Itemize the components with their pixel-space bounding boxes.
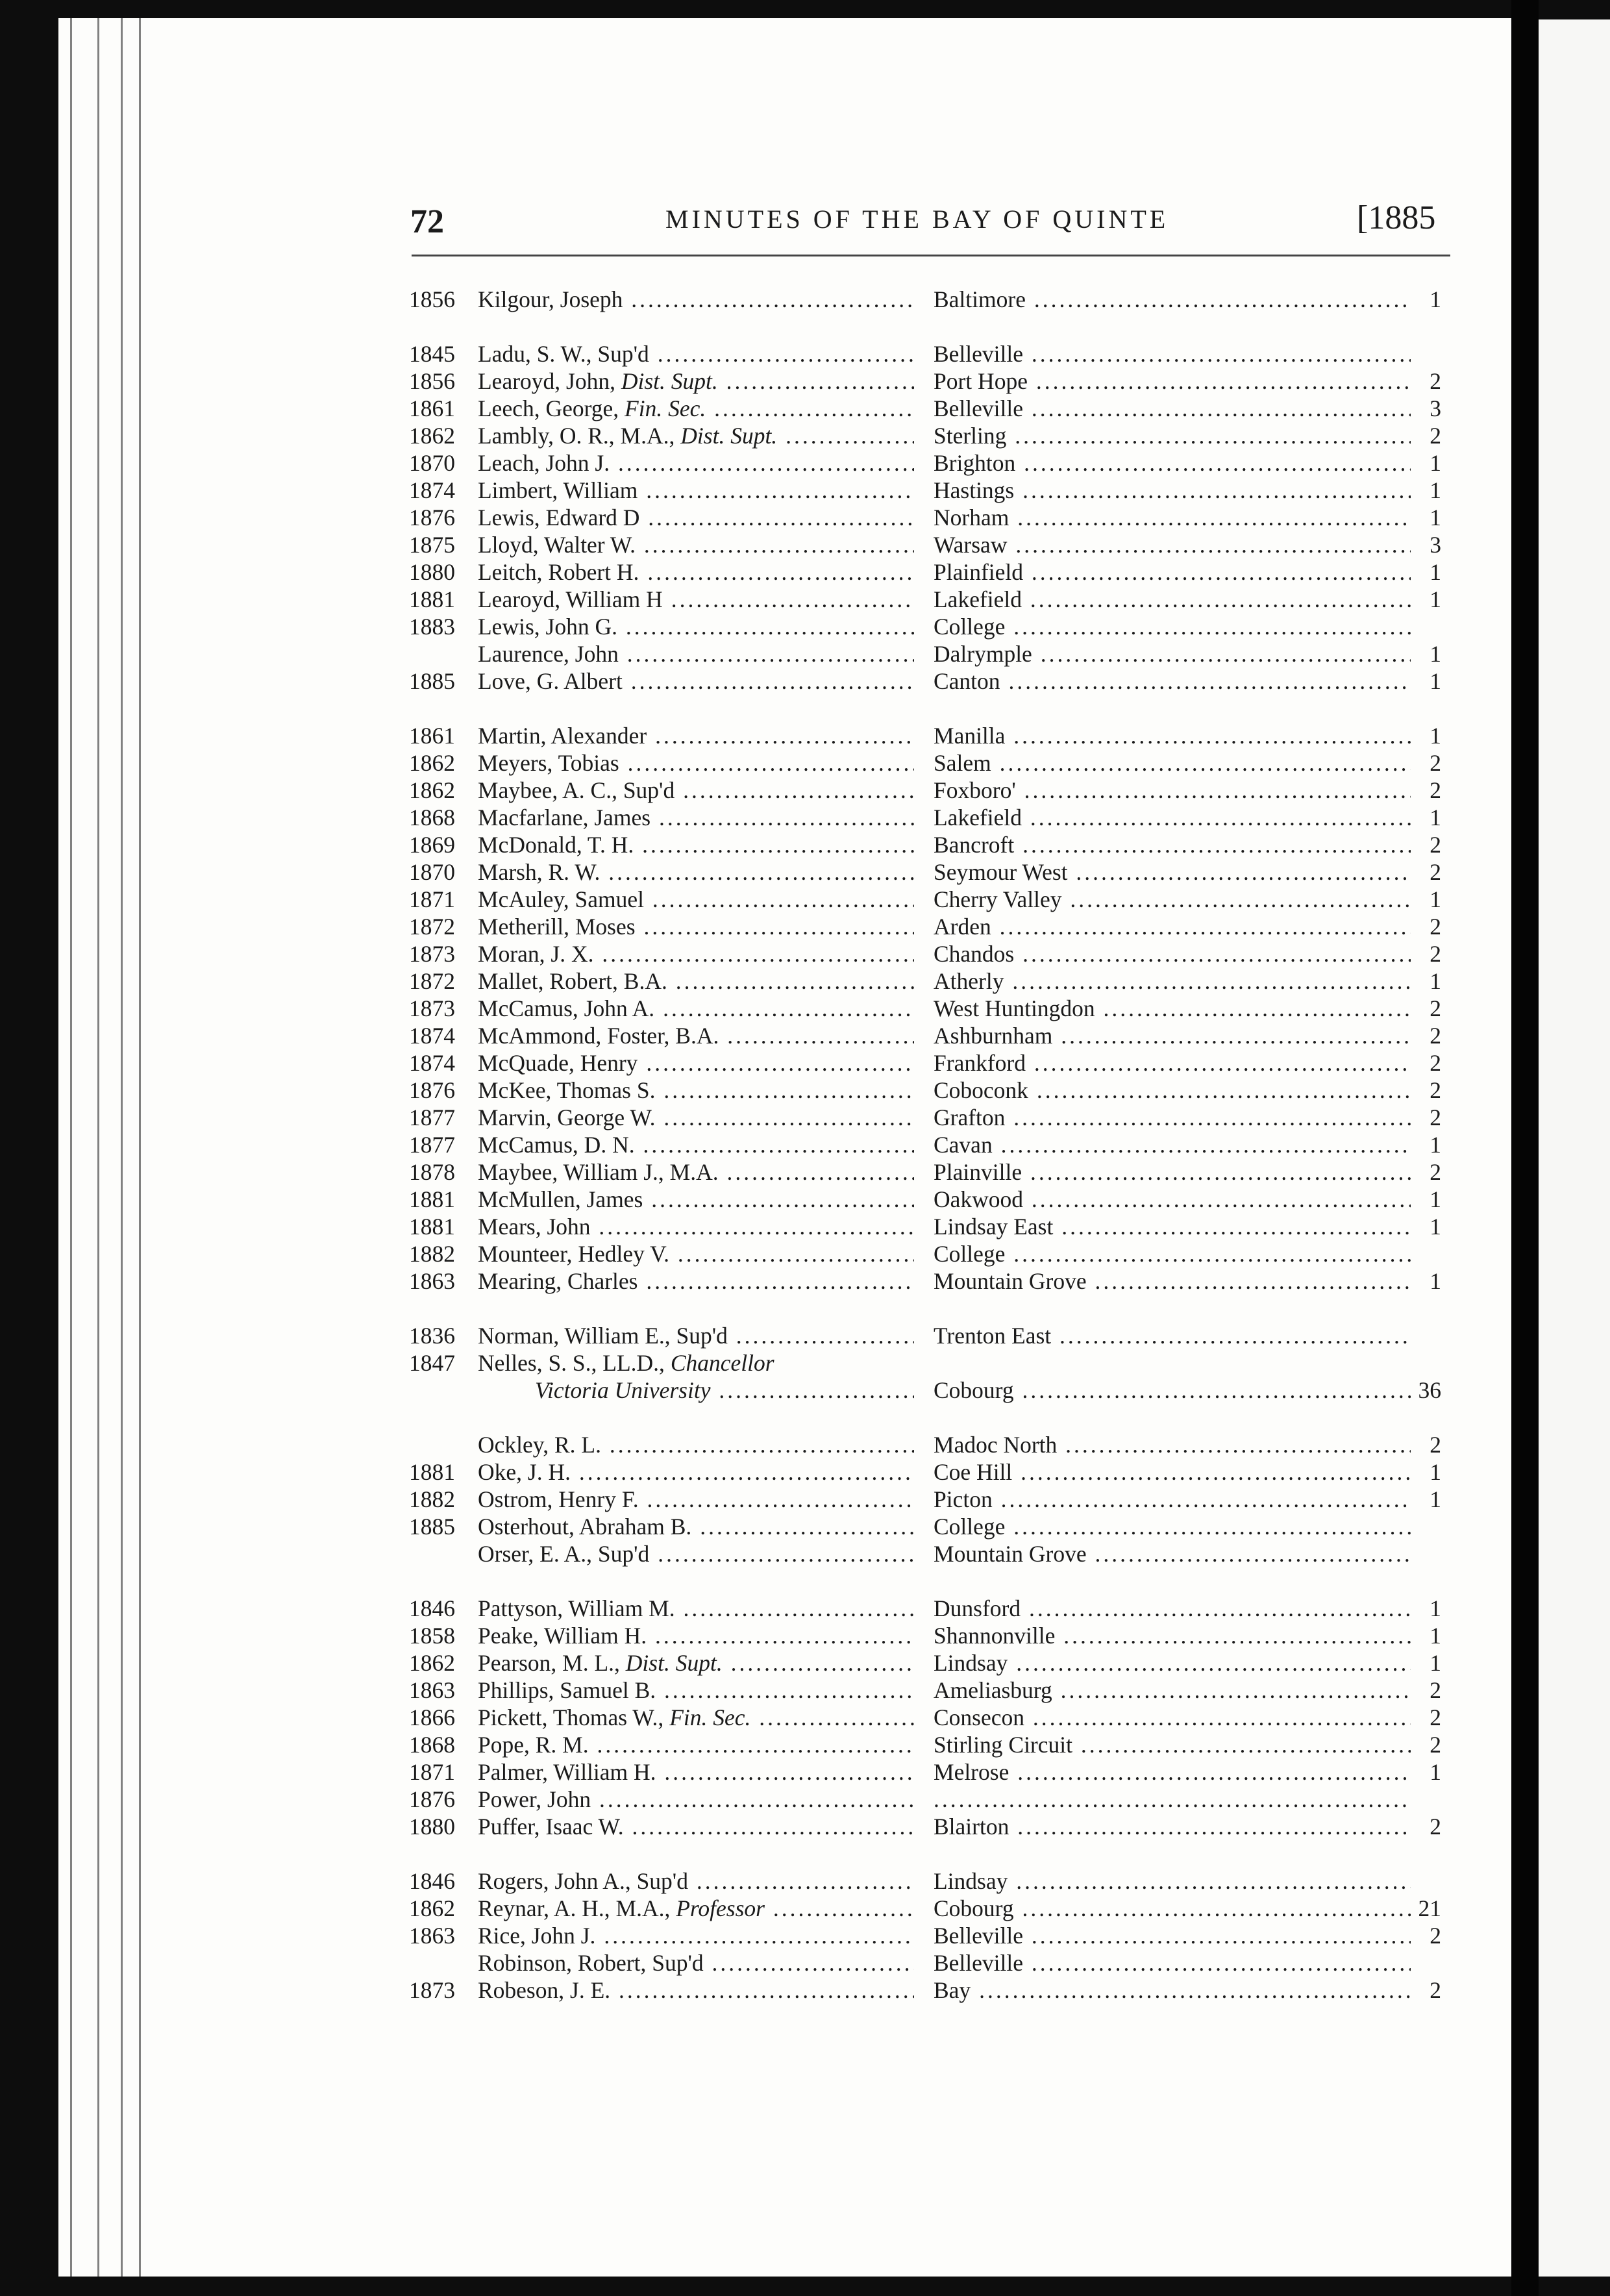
years-count: 2: [1430, 1923, 1441, 1949]
register-row: [0, 1022, 1610, 1049]
entry-year: 1878: [409, 1159, 455, 1185]
office-title: Dist. Supt.: [680, 423, 778, 449]
office-title: Chancellor: [670, 1350, 774, 1376]
appointment: Shannonville .....: [934, 1622, 1411, 1649]
minister-name: Maybee, A. C., Sup'd .....: [478, 777, 914, 804]
minister-name: Oke, J. H. .....: [478, 1458, 914, 1486]
entry-year: 1870: [409, 859, 455, 885]
appointment: Madoc North .....: [934, 1431, 1411, 1458]
register-row: [0, 640, 1610, 668]
register-row: [0, 1867, 1610, 1895]
years-count: 1: [1430, 505, 1441, 530]
entry-year: 1862: [409, 423, 455, 449]
office-title: Dist. Supt.: [621, 368, 718, 394]
register-row: [0, 286, 1610, 313]
register-row: [0, 368, 1610, 395]
register-row: [0, 1104, 1610, 1131]
appointment: Coboconk .....: [934, 1077, 1411, 1104]
years-count: 2: [1430, 1704, 1441, 1730]
years-count: 1: [1430, 286, 1441, 312]
register-row: [0, 1595, 1610, 1622]
register-row: [0, 1213, 1610, 1240]
register-row: [0, 1077, 1610, 1104]
minister-name: McAmmond, Foster, B.A. .....: [478, 1022, 914, 1049]
register-row: [0, 668, 1610, 695]
entry-year: 1868: [409, 1732, 455, 1758]
appointment: Coe Hill .....: [934, 1458, 1411, 1486]
minister-name: McMullen, James .....: [478, 1186, 914, 1213]
name-continuation: Victoria University .....: [535, 1377, 914, 1404]
appointment: Cobourg .....: [934, 1895, 1411, 1922]
minister-name: Mearing, Charles .....: [478, 1267, 914, 1295]
minister-name: McAuley, Samuel .....: [478, 886, 914, 913]
entry-year: 1881: [409, 1186, 455, 1212]
appointment: College .....: [934, 1513, 1411, 1540]
register-row: [0, 586, 1610, 613]
appointment: Lindsay .....: [934, 1867, 1411, 1895]
minister-name: Moran, J. X. .....: [478, 940, 914, 967]
appointment: Mountain Grove .....: [934, 1540, 1411, 1567]
entry-year: 1882: [409, 1486, 455, 1512]
years-count: 1: [1430, 1268, 1441, 1294]
entry-year: 1873: [409, 1977, 455, 2003]
appointment: Mountain Grove .....: [934, 1267, 1411, 1295]
appointment: Hastings .....: [934, 477, 1411, 504]
entry-year: 1876: [409, 1786, 455, 1812]
office-title: Professor: [676, 1895, 765, 1921]
appointment: Dalrymple .....: [934, 640, 1411, 668]
register-row: [0, 1540, 1610, 1567]
years-count: 36: [1418, 1377, 1441, 1403]
minister-name: Ladu, S. W., Sup'd .....: [478, 340, 914, 368]
entry-year: 1868: [409, 805, 455, 830]
appointment: [934, 1786, 1411, 1813]
register-row: [0, 995, 1610, 1022]
entry-year: 1856: [409, 286, 455, 312]
entry-year: 1861: [409, 723, 455, 749]
minister-name: Lloyd, Walter W. .....: [478, 531, 914, 558]
entry-year: 1874: [409, 477, 455, 503]
years-count: 2: [1430, 368, 1441, 394]
appointment: Lakefield .....: [934, 586, 1411, 613]
entry-year: 1880: [409, 1814, 455, 1840]
appointment: Warsaw .....: [934, 531, 1411, 558]
register-row: [0, 1458, 1610, 1486]
years-count: 1: [1430, 1459, 1441, 1485]
page-title: MINUTES OF THE BAY OF QUINTE: [665, 205, 1169, 234]
register-row: [0, 804, 1610, 831]
minister-name: Robinson, Robert, Sup'd .....: [478, 1949, 914, 1977]
entry-year: 1869: [409, 832, 455, 858]
appointment: Lindsay .....: [934, 1649, 1411, 1677]
entry-year: 1836: [409, 1323, 455, 1349]
register-row: [0, 1186, 1610, 1213]
entry-year: 1874: [409, 1050, 455, 1076]
appointment: College .....: [934, 1240, 1411, 1267]
office-title: Dist. Supt.: [625, 1650, 723, 1676]
years-count: 2: [1430, 914, 1441, 940]
entry-year: 1863: [409, 1677, 455, 1703]
minister-name: Ockley, R. L. .....: [478, 1431, 914, 1458]
appointment: Melrose .....: [934, 1758, 1411, 1786]
years-count: 1: [1430, 559, 1441, 585]
years-count: 2: [1430, 1077, 1441, 1103]
years-count: 3: [1430, 532, 1441, 558]
appointment: Grafton .....: [934, 1104, 1411, 1131]
minister-name: Palmer, William H. .....: [478, 1758, 914, 1786]
years-count: 2: [1430, 995, 1441, 1021]
minister-name: Ostrom, Henry F. .....: [478, 1486, 914, 1513]
entry-year: 1880: [409, 559, 455, 585]
entry-year: 1845: [409, 341, 455, 367]
years-count: 1: [1430, 477, 1441, 503]
minister-name: Metherill, Moses .....: [478, 913, 914, 940]
register-row: [0, 1377, 1610, 1404]
register-row: [0, 340, 1610, 368]
minister-name: Marsh, R. W. .....: [478, 858, 914, 886]
years-count: 1: [1430, 1214, 1441, 1240]
appointment: Belleville .....: [934, 1949, 1411, 1977]
entry-year: 1870: [409, 450, 455, 476]
minister-name: Osterhout, Abraham B. .....: [478, 1513, 914, 1540]
register-row: [0, 858, 1610, 886]
register-row: [0, 1895, 1610, 1922]
years-count: 3: [1430, 395, 1441, 421]
register-row: [0, 913, 1610, 940]
entry-year: 1862: [409, 777, 455, 803]
years-count: 2: [1430, 832, 1441, 858]
minister-name: Pickett, Thomas W., Fin. Sec. .....: [478, 1704, 914, 1731]
appointment: Blairton .....: [934, 1813, 1411, 1840]
appointment: Canton .....: [934, 668, 1411, 695]
years-count: 1: [1430, 1759, 1441, 1785]
years-count: 1: [1430, 1595, 1441, 1621]
minister-name: Robeson, J. E. .....: [478, 1977, 914, 2004]
years-count: 2: [1430, 750, 1441, 776]
years-count: 2: [1430, 1159, 1441, 1185]
register-row: [0, 1486, 1610, 1513]
years-count: 1: [1430, 805, 1441, 830]
minister-name: Limbert, William .....: [478, 477, 914, 504]
appointment: West Huntingdon .....: [934, 995, 1411, 1022]
register-row: [0, 1349, 1610, 1377]
appointment: Picton .....: [934, 1486, 1411, 1513]
minister-name: Macfarlane, James .....: [478, 804, 914, 831]
appointment: Cavan .....: [934, 1131, 1411, 1158]
appointment: Cherry Valley .....: [934, 886, 1411, 913]
register-row: [0, 1431, 1610, 1458]
register-row: [0, 940, 1610, 967]
entry-year: 1883: [409, 614, 455, 640]
minister-name: McKee, Thomas S. .....: [478, 1077, 914, 1104]
years-count: 2: [1430, 859, 1441, 885]
appointment: Oakwood .....: [934, 1186, 1411, 1213]
appointment: Port Hope .....: [934, 368, 1411, 395]
office-title: Fin. Sec.: [669, 1704, 751, 1730]
years-count: 2: [1430, 1732, 1441, 1758]
entry-year: 1862: [409, 1895, 455, 1921]
appointment: Ameliasburg .....: [934, 1677, 1411, 1704]
appointment: Brighton .....: [934, 449, 1411, 477]
minister-name: McCamus, D. N. .....: [478, 1131, 914, 1158]
minister-name: Martin, Alexander .....: [478, 722, 914, 749]
minister-name: Peake, William H. .....: [478, 1622, 914, 1649]
minister-name: Mears, John .....: [478, 1213, 914, 1240]
appointment: Arden .....: [934, 913, 1411, 940]
office-title: Fin. Sec.: [625, 395, 706, 421]
entry-year: 1885: [409, 1514, 455, 1540]
register-row: [0, 1786, 1610, 1813]
minister-name: Mounteer, Hedley V. .....: [478, 1240, 914, 1267]
register-row: [0, 1158, 1610, 1186]
minister-name: Phillips, Samuel B. .....: [478, 1677, 914, 1704]
register-row: [0, 1677, 1610, 1704]
register-row: [0, 1922, 1610, 1949]
appointment: Lakefield .....: [934, 804, 1411, 831]
entry-year: 1858: [409, 1623, 455, 1649]
minister-name: Pearson, M. L., Dist. Supt. .....: [478, 1649, 914, 1677]
appointment: Baltimore .....: [934, 286, 1411, 313]
entry-year: 1846: [409, 1868, 455, 1894]
minister-name: Power, John .....: [478, 1786, 914, 1813]
years-count: 21: [1418, 1895, 1441, 1921]
entry-year: 1875: [409, 532, 455, 558]
register-row: [0, 422, 1610, 449]
appointment: Chandos .....: [934, 940, 1411, 967]
appointment: Cobourg .....: [934, 1377, 1411, 1404]
entry-year: 1871: [409, 886, 455, 912]
minister-name: Pope, R. M. .....: [478, 1731, 914, 1758]
appointment: Bancroft .....: [934, 831, 1411, 858]
entry-year: 1881: [409, 1459, 455, 1485]
register-row: [0, 1813, 1610, 1840]
years-count: 2: [1430, 1104, 1441, 1130]
appointment: Belleville .....: [934, 1922, 1411, 1949]
years-count: 2: [1430, 1977, 1441, 2003]
register-row: [0, 1513, 1610, 1540]
entry-year: 1885: [409, 668, 455, 694]
years-count: 2: [1430, 1050, 1441, 1076]
entry-year: 1872: [409, 914, 455, 940]
minister-name: McDonald, T. H. .....: [478, 831, 914, 858]
appointment: Norham .....: [934, 504, 1411, 531]
register-row: [0, 449, 1610, 477]
appointment: Seymour West .....: [934, 858, 1411, 886]
entry-year: 1861: [409, 395, 455, 421]
minister-name: Rice, John J. .....: [478, 1922, 914, 1949]
register-row: [0, 504, 1610, 531]
header-rule: [412, 255, 1450, 256]
years-count: 2: [1430, 777, 1441, 803]
entry-year: 1846: [409, 1595, 455, 1621]
entry-year: 1863: [409, 1268, 455, 1294]
years-count: 1: [1430, 668, 1441, 694]
entry-year: 1882: [409, 1241, 455, 1267]
register-row: [0, 1949, 1610, 1977]
appointment: Salem .....: [934, 749, 1411, 777]
minister-name: Nelles, S. S., LL.D., Chancellor: [478, 1350, 774, 1376]
minister-name: Mallet, Robert, B.A. .....: [478, 967, 914, 995]
appointment: Plainville .....: [934, 1158, 1411, 1186]
minister-name: Orser, E. A., Sup'd .....: [478, 1540, 914, 1567]
entry-year: 1877: [409, 1104, 455, 1130]
appointment: Ashburnham .....: [934, 1022, 1411, 1049]
entry-year: 1863: [409, 1923, 455, 1949]
minister-name: Meyers, Tobias .....: [478, 749, 914, 777]
appointment: Consecon .....: [934, 1704, 1411, 1731]
entry-year: 1866: [409, 1704, 455, 1730]
years-count: 1: [1430, 641, 1441, 667]
minister-name: Learoyd, William H .....: [478, 586, 914, 613]
register-row: [0, 831, 1610, 858]
register-row: [0, 558, 1610, 586]
register-row: [0, 967, 1610, 995]
appointment: Trenton East .....: [934, 1322, 1411, 1349]
appointment: Belleville .....: [934, 340, 1411, 368]
years-count: 1: [1430, 1486, 1441, 1512]
minister-name: McQuade, Henry .....: [478, 1049, 914, 1077]
register-row: [0, 1758, 1610, 1786]
years-count: 2: [1430, 1677, 1441, 1703]
register-row: [0, 395, 1610, 422]
appointment: Sterling .....: [934, 422, 1411, 449]
minister-name: Kilgour, Joseph .....: [478, 286, 914, 313]
years-count: 1: [1430, 1186, 1441, 1212]
page-year: [1885: [1357, 199, 1436, 236]
years-count: 1: [1430, 1623, 1441, 1649]
register-row: [0, 1240, 1610, 1267]
appointment: Plainfield .....: [934, 558, 1411, 586]
years-count: 2: [1430, 1432, 1441, 1458]
page-number: 72: [410, 203, 444, 240]
appointment: Manilla .....: [934, 722, 1411, 749]
appointment: Bay .....: [934, 1977, 1411, 2004]
years-count: 1: [1430, 586, 1441, 612]
register-row: [0, 886, 1610, 913]
years-count: 2: [1430, 1814, 1441, 1840]
minister-name: Puffer, Isaac W. .....: [478, 1813, 914, 1840]
register-row: [0, 1649, 1610, 1677]
register-row: [0, 1131, 1610, 1158]
register-row: [0, 1704, 1610, 1731]
years-count: 1: [1430, 1650, 1441, 1676]
appointment: College .....: [934, 613, 1411, 640]
years-count: 1: [1430, 1132, 1441, 1158]
years-count: 1: [1430, 450, 1441, 476]
years-count: 1: [1430, 723, 1441, 749]
minister-name: Leitch, Robert H. .....: [478, 558, 914, 586]
appointment: Frankford .....: [934, 1049, 1411, 1077]
appointment: Belleville .....: [934, 395, 1411, 422]
minister-name: Pattyson, William M. .....: [478, 1595, 914, 1622]
register-row: [0, 613, 1610, 640]
minister-name: Lambly, O. R., M.A., Dist. Supt. .....: [478, 422, 914, 449]
appointment: Stirling Circuit .....: [934, 1731, 1411, 1758]
minister-name: Reynar, A. H., M.A., Professor .....: [478, 1895, 914, 1922]
register-row: [0, 1267, 1610, 1295]
register-row: [0, 777, 1610, 804]
entry-year: 1862: [409, 750, 455, 776]
entry-year: 1876: [409, 1077, 455, 1103]
entry-year: 1871: [409, 1759, 455, 1785]
minister-name: Rogers, John A., Sup'd .....: [478, 1867, 914, 1895]
minister-name: Laurence, John .....: [478, 640, 914, 668]
minister-name: McCamus, John A. .....: [478, 995, 914, 1022]
entry-year: 1862: [409, 1650, 455, 1676]
entry-year: 1874: [409, 1023, 455, 1049]
minister-name: Leach, John J. .....: [478, 449, 914, 477]
minister-name: Marvin, George W. .....: [478, 1104, 914, 1131]
register-row: [0, 477, 1610, 504]
entry-year: 1881: [409, 1214, 455, 1240]
years-count: 2: [1430, 423, 1441, 449]
minister-name: Leech, George, Fin. Sec. .....: [478, 395, 914, 422]
entry-year: 1881: [409, 586, 455, 612]
entry-year: 1872: [409, 968, 455, 994]
minister-name: Love, G. Albert .....: [478, 668, 914, 695]
appointment: Foxboro' .....: [934, 777, 1411, 804]
register-row: [0, 1322, 1610, 1349]
minister-name: Maybee, William J., M.A. .....: [478, 1158, 914, 1186]
minister-name: Lewis, Edward D .....: [478, 504, 914, 531]
register-row: [0, 722, 1610, 749]
years-count: 2: [1430, 1023, 1441, 1049]
entry-year: 1877: [409, 1132, 455, 1158]
entry-year: 1873: [409, 941, 455, 967]
entry-year: 1876: [409, 505, 455, 530]
register-row: [0, 1049, 1610, 1077]
appointment: Atherly .....: [934, 967, 1411, 995]
register-row: [0, 749, 1610, 777]
years-count: 1: [1430, 968, 1441, 994]
appointment: Dunsford .....: [934, 1595, 1411, 1622]
entry-year: 1856: [409, 368, 455, 394]
register-row: [0, 1622, 1610, 1649]
years-count: 2: [1430, 941, 1441, 967]
entry-year: 1873: [409, 995, 455, 1021]
years-count: 1: [1430, 886, 1441, 912]
minister-name: Norman, William E., Sup'd .....: [478, 1322, 914, 1349]
appointment: Lindsay East .....: [934, 1213, 1411, 1240]
register-row: [0, 1977, 1610, 2004]
entry-year: 1847: [409, 1350, 455, 1376]
minister-name: Learoyd, John, Dist. Supt. .....: [478, 368, 914, 395]
minister-name: Lewis, John G. .....: [478, 613, 914, 640]
register-row: [0, 531, 1610, 558]
register-row: [0, 1731, 1610, 1758]
